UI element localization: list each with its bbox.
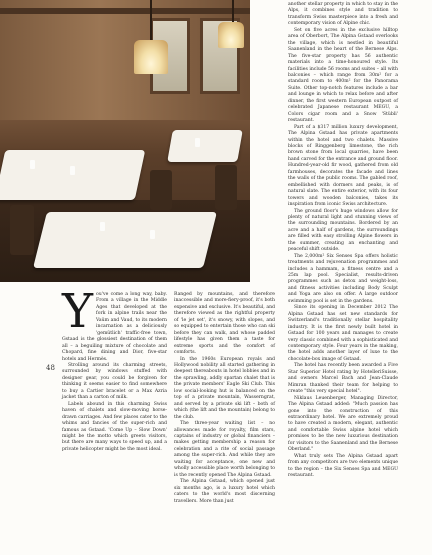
article-paragraph: Strolling around its charming streets, surrounded by windows stuffed with designer gear, you could be forgiven for thinking it seems easier to find somewhere to buy a Cartier bracelet or a Max Azria jacket than a carton of milk.: [62, 362, 167, 401]
photo-ceiling-beam: [0, 8, 250, 14]
photo-lamp-shade: [218, 22, 244, 48]
article-paragraph: The hotel has recently been awarded a Five Star Superior Hotel rating by HotelleriSuisse, and owners Marcel Bach and Jean-Claude Mimran thanked their team for helping to create "this very special hotel".: [288, 363, 398, 395]
photo-chair: [215, 165, 237, 210]
article-column-1: [62, 284, 167, 453]
photo-glass: [70, 166, 75, 175]
photo-lamp-shade: [134, 40, 168, 74]
drop-cap: Y: [62, 284, 94, 339]
photo-lamp-cord: [232, 0, 234, 22]
article-paragraph: Since its opening in December 2012 The Alpina Gstaad has set new standards for Switzerland's traditionally stellar hospitality industry. It is the first newly built hotel in Gstaad for 100 years and manages to create very classic combined with a sophisticated and contemporary style. Four years in the making, the hotel adds another layer of luxe to the chocolate-box image of Gstaad.: [288, 305, 398, 362]
article-paragraph: You've come a long way, baby. From a village in the Middle Ages that developed at the fork in alpine trails near the Vaüm and Vaud, to its modern incarnation as a deliciously 'gemütlich' traffic-free town, Gstaad is the glossiest destination of them all – a beguiling mixture of chocolate and Chopard, fine dining and Dior, five-star hotels and Hermès.: [62, 284, 167, 362]
article-paragraph: The Alpina Gstaad, which opened just six months ago, is a luxury hotel which caters to the world's most discerning travellers. More than just: [174, 479, 275, 504]
photo-glass: [100, 222, 105, 231]
article-paragraph: The ground floor's huge windows allow for plenty of natural light and stunning views of the surrounding mountains. Bordered by an acre and a half of gardens, the surroundings are filled with easy strolling Alpine flowers in the summer, creating an enchanting and peaceful shift outside.: [288, 208, 398, 253]
photo-chair: [150, 170, 172, 210]
article-paragraph: another stellar property in which to stay in the Alps, it combines style and tradition to transform Swiss masterpiece into a fresh and contemporary vision of Alpine chic.: [288, 2, 398, 27]
photo-glass: [30, 160, 35, 169]
photo-table: [0, 150, 145, 200]
article-paragraph: Niklaus Leuenberger, Managing Director, The Alpina Gstaad added: "Much passion has gone into the construction of this extraordinary hotel. We are extremely proud to have created a modern, elegant, authentic and comfortable Swiss alpine hotel which promises to be the new luxurious destination for visitors to the Saanenland and the Bernese Oberland.": [288, 395, 398, 453]
photo-glass: [150, 230, 155, 239]
photo-lamp-cord: [150, 0, 152, 40]
article-column-3: [288, 2, 398, 480]
article-paragraph: The three-year waiting list – no allowances made for royalty, film stars, captains of industry or global financiers – makes getting membership a reason for celebration and a rite of social passage among the super-rich. And while they are waiting for acceptance, one new and wholly accessible place worth belonging to is the recently opened The Alpina Gstaad.: [174, 421, 275, 478]
article-paragraph: What truly sets The Alpina Gstaad apart from any competitors are two elements unique to the region – the Six Senses Spa and MEGU restaurant.: [288, 453, 398, 479]
page-number: 48: [46, 364, 55, 372]
article-paragraph: Set on five acres in the exclusive hilltop area of Oberbort, The Alpina Gstaad overlooks the village, which is nestled in beautiful Saanenland in the heart of the Bernese Alps. The five-star property has 56 authentic materials into a time-honoured style. Its facilities include 56 rooms and suites – all with balconies – which range from 30m² for a standard room to 400m² for the Panorama Suite. Other top-notch features include a bar and lounge in which to relax before and after dinner, the first western European outpost of celebrated Japanese restaurant MEGU, a Colors cigar room and a Snow 'Stübli' restaurant.: [288, 27, 398, 124]
article-paragraph: In the 1960s European royals and Hollywood nobility all started gathering in deepest thereabouts in hotel lobbies and in the sprawling, addly spartan chalet that is the private members' Eagle Ski Club. This low social-looking hut is balanced on the top of a private mountain, Wasserngrat, and served by a private ski lift – both of which (the lift and the mountain) belong to the club.: [174, 356, 275, 420]
restaurant-photo: [0, 0, 250, 282]
photo-glass: [195, 138, 200, 147]
photo-chair: [10, 205, 34, 255]
article-paragraph: The 2,000m² Six Senses Spa offers holistic treatments and rejuvenation programmes and includes a hammam, a fitness centre and a 25m lap pool. Specialist, results-driven programmes such as detox and weight-loss, and fitness activities including Body Sculpt and Yoga are also on offer. A large outdoor swimming pool is set in the gardens.: [288, 253, 398, 304]
photo-table: [33, 212, 217, 268]
photo-table: [167, 130, 243, 162]
article-column-2: [174, 292, 275, 505]
article-paragraph: Labels abound in this charming Swiss haven of chalets and slow-moving horse-drawn carriages. And few places cater to the whims and fancies of the super-rich and famous as Gstaad. 'Come Up – Slow Down' might be the motto which greets visitors, but there are many ways to speed up, and a private helicopter might be the most ideal.: [62, 401, 167, 452]
article-paragraph: Part of a $317 million luxury development, The Alpina Gstaad has private apartments within the hotel and two chalets. Massive blocks of Ringgenberg limestone, the rich brown stone from local quarries, have been hand carved for the entrance and ground floor. Hundred-year-old fir wood, gathered from old farmhouses, decorates the facade and lines the walls of the public rooms. The gabled roof, embellished with dormers and peaks, is of natural slate. The entire exterior, with its four towers and wooden balconies, takes its inspiration from iconic Swiss architecture.: [288, 124, 398, 208]
article-paragraph: Ranged by mountains, and therefore inaccessible and more-fiery-proof, it's both expensive and exclusive. It's beautiful, and therefore viewed as the rightful property of 'le jet set', it's snowy, with slopes, and so equipped to entertain those who can ski before they can walk, and whose padded lifestyle has given them a taste for extreme sports and the comfort of comforts.: [174, 292, 275, 356]
